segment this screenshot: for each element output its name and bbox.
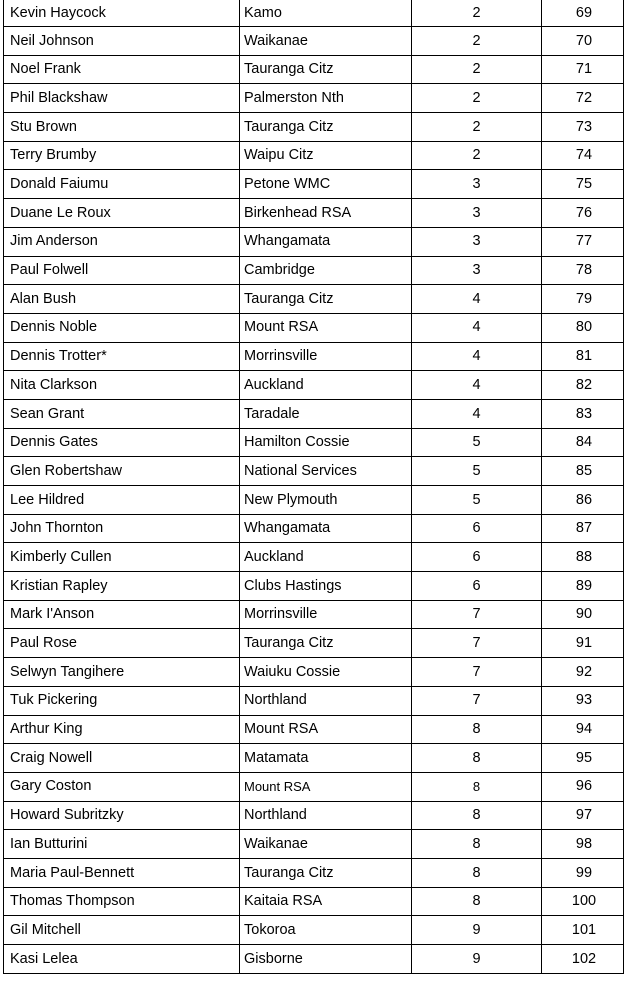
table-row: [4, 543, 624, 572]
group-cell: 6: [412, 572, 542, 601]
player-name-cell: Stu Brown: [4, 113, 240, 142]
table-row: [4, 342, 624, 371]
rank-cell: 94: [542, 715, 624, 744]
player-name-cell: Selwyn Tangihere: [4, 658, 240, 687]
group-cell: 4: [412, 285, 542, 314]
rank-cell: 88: [542, 543, 624, 572]
rank-cell: 95: [542, 744, 624, 773]
table-row: [4, 457, 624, 486]
rank-cell: 97: [542, 801, 624, 830]
table-row: [4, 858, 624, 887]
rank-cell: 69: [542, 0, 624, 27]
table-row: [4, 170, 624, 199]
group-cell: 3: [412, 199, 542, 228]
player-name-cell: Tuk Pickering: [4, 686, 240, 715]
group-cell: 8: [412, 858, 542, 887]
club-cell: Hamilton Cossie: [240, 428, 412, 457]
player-name-cell: Dennis Trotter*: [4, 342, 240, 371]
rank-cell: 79: [542, 285, 624, 314]
table-row: [4, 285, 624, 314]
table-row: [4, 514, 624, 543]
table-row: [4, 486, 624, 515]
rank-cell: 81: [542, 342, 624, 371]
rank-cell: 99: [542, 858, 624, 887]
table-row: [4, 572, 624, 601]
group-cell: 4: [412, 313, 542, 342]
group-cell: 2: [412, 27, 542, 56]
player-name-cell: Lee Hildred: [4, 486, 240, 515]
group-cell: 8: [412, 801, 542, 830]
player-name-cell: Kevin Haycock: [4, 0, 240, 27]
club-cell: Mount RSA: [240, 715, 412, 744]
rank-cell: 72: [542, 84, 624, 113]
player-name-cell: Phil Blackshaw: [4, 84, 240, 113]
table-row: [4, 801, 624, 830]
rank-cell: 76: [542, 199, 624, 228]
player-name-cell: Arthur King: [4, 715, 240, 744]
club-cell: Cambridge: [240, 256, 412, 285]
table-row: [4, 399, 624, 428]
table-row: [4, 113, 624, 142]
club-cell: Morrinsville: [240, 342, 412, 371]
rank-cell: 96: [542, 772, 624, 801]
player-name-cell: Gary Coston: [4, 772, 240, 801]
group-cell: 2: [412, 55, 542, 84]
club-cell: Whangamata: [240, 514, 412, 543]
rank-cell: 100: [542, 887, 624, 916]
group-cell: 9: [412, 945, 542, 974]
table-row: [4, 600, 624, 629]
player-name-cell: Terry Brumby: [4, 141, 240, 170]
group-cell: 9: [412, 916, 542, 945]
rank-cell: 84: [542, 428, 624, 457]
club-cell: Taradale: [240, 399, 412, 428]
rank-cell: 90: [542, 600, 624, 629]
table-row: [4, 744, 624, 773]
rank-cell: 89: [542, 572, 624, 601]
club-cell: Whangamata: [240, 227, 412, 256]
group-cell: 8: [412, 715, 542, 744]
results-table: [3, 0, 624, 974]
group-cell: 2: [412, 113, 542, 142]
table-row: [4, 916, 624, 945]
player-name-cell: Duane Le Roux: [4, 199, 240, 228]
rank-cell: 78: [542, 256, 624, 285]
club-cell: New Plymouth: [240, 486, 412, 515]
club-cell: Gisborne: [240, 945, 412, 974]
table-row: [4, 55, 624, 84]
player-name-cell: Howard Subritzky: [4, 801, 240, 830]
club-cell: Waiuku Cossie: [240, 658, 412, 687]
player-name-cell: Mark I'Anson: [4, 600, 240, 629]
table-row: [4, 256, 624, 285]
table-row: [4, 772, 624, 801]
group-cell: 7: [412, 600, 542, 629]
group-cell: 7: [412, 658, 542, 687]
player-name-cell: Kristian Rapley: [4, 572, 240, 601]
group-cell: 8: [412, 887, 542, 916]
player-name-cell: Donald Faiumu: [4, 170, 240, 199]
group-cell: 6: [412, 543, 542, 572]
player-name-cell: Glen Robertshaw: [4, 457, 240, 486]
club-cell: Tauranga Citz: [240, 55, 412, 84]
player-name-cell: Paul Rose: [4, 629, 240, 658]
player-name-cell: John Thornton: [4, 514, 240, 543]
rank-cell: 91: [542, 629, 624, 658]
rank-cell: 92: [542, 658, 624, 687]
table-row: [4, 715, 624, 744]
rank-cell: 98: [542, 830, 624, 859]
table-row: [4, 27, 624, 56]
club-cell: Mount RSA: [240, 313, 412, 342]
club-cell: Kaitaia RSA: [240, 887, 412, 916]
rank-cell: 83: [542, 399, 624, 428]
player-name-cell: Noel Frank: [4, 55, 240, 84]
table-row: [4, 945, 624, 974]
club-cell: Birkenhead RSA: [240, 199, 412, 228]
player-name-cell: Dennis Gates: [4, 428, 240, 457]
group-cell: 4: [412, 342, 542, 371]
player-name-cell: Gil Mitchell: [4, 916, 240, 945]
table-row: [4, 141, 624, 170]
group-cell: 8: [412, 830, 542, 859]
club-cell: Auckland: [240, 543, 412, 572]
club-cell: National Services: [240, 457, 412, 486]
rank-cell: 101: [542, 916, 624, 945]
group-cell: 3: [412, 170, 542, 199]
group-cell: 5: [412, 428, 542, 457]
club-cell: Petone WMC: [240, 170, 412, 199]
group-cell: 3: [412, 227, 542, 256]
player-name-cell: Ian Butturini: [4, 830, 240, 859]
player-name-cell: Maria Paul-Bennett: [4, 858, 240, 887]
group-cell: 2: [412, 141, 542, 170]
group-cell: 8: [412, 744, 542, 773]
club-cell: Tauranga Citz: [240, 629, 412, 658]
rank-cell: 102: [542, 945, 624, 974]
club-cell: Waipu Citz: [240, 141, 412, 170]
group-cell: 5: [412, 457, 542, 486]
rank-cell: 73: [542, 113, 624, 142]
table-row: [4, 0, 624, 27]
rank-cell: 87: [542, 514, 624, 543]
table-row: [4, 313, 624, 342]
group-cell: 7: [412, 629, 542, 658]
club-cell: Matamata: [240, 744, 412, 773]
table-row: [4, 830, 624, 859]
table-row: [4, 686, 624, 715]
club-cell: Tauranga Citz: [240, 285, 412, 314]
player-name-cell: Kasi Lelea: [4, 945, 240, 974]
rank-cell: 71: [542, 55, 624, 84]
group-cell: 6: [412, 514, 542, 543]
club-cell: Tauranga Citz: [240, 858, 412, 887]
player-name-cell: Sean Grant: [4, 399, 240, 428]
club-cell: Mount RSA: [240, 772, 412, 801]
club-cell: Waikanae: [240, 27, 412, 56]
rank-cell: 74: [542, 141, 624, 170]
club-cell: Northland: [240, 686, 412, 715]
group-cell: 2: [412, 84, 542, 113]
table-row: [4, 658, 624, 687]
rank-cell: 85: [542, 457, 624, 486]
player-name-cell: Alan Bush: [4, 285, 240, 314]
table-row: [4, 629, 624, 658]
table-row: [4, 371, 624, 400]
player-name-cell: Paul Folwell: [4, 256, 240, 285]
group-cell: 7: [412, 686, 542, 715]
player-name-cell: Neil Johnson: [4, 27, 240, 56]
table-body: [4, 0, 624, 973]
table-row: [4, 428, 624, 457]
player-name-cell: Dennis Noble: [4, 313, 240, 342]
group-cell: 4: [412, 371, 542, 400]
player-name-cell: Thomas Thompson: [4, 887, 240, 916]
rank-cell: 75: [542, 170, 624, 199]
player-name-cell: Kimberly Cullen: [4, 543, 240, 572]
rank-cell: 86: [542, 486, 624, 515]
player-name-cell: Jim Anderson: [4, 227, 240, 256]
group-cell: 2: [412, 0, 542, 27]
results-sheet: [3, 0, 624, 974]
club-cell: Clubs Hastings: [240, 572, 412, 601]
club-cell: Kamo: [240, 0, 412, 27]
player-name-cell: Nita Clarkson: [4, 371, 240, 400]
table-row: [4, 199, 624, 228]
group-cell: 3: [412, 256, 542, 285]
table-row: [4, 887, 624, 916]
club-cell: Tauranga Citz: [240, 113, 412, 142]
table-row: [4, 227, 624, 256]
rank-cell: 70: [542, 27, 624, 56]
club-cell: Tokoroa: [240, 916, 412, 945]
rank-cell: 93: [542, 686, 624, 715]
club-cell: Northland: [240, 801, 412, 830]
table-row: [4, 84, 624, 113]
player-name-cell: Craig Nowell: [4, 744, 240, 773]
group-cell: 5: [412, 486, 542, 515]
club-cell: Waikanae: [240, 830, 412, 859]
club-cell: Auckland: [240, 371, 412, 400]
group-cell: 8: [412, 772, 542, 801]
rank-cell: 82: [542, 371, 624, 400]
group-cell: 4: [412, 399, 542, 428]
club-cell: Morrinsville: [240, 600, 412, 629]
rank-cell: 77: [542, 227, 624, 256]
club-cell: Palmerston Nth: [240, 84, 412, 113]
rank-cell: 80: [542, 313, 624, 342]
